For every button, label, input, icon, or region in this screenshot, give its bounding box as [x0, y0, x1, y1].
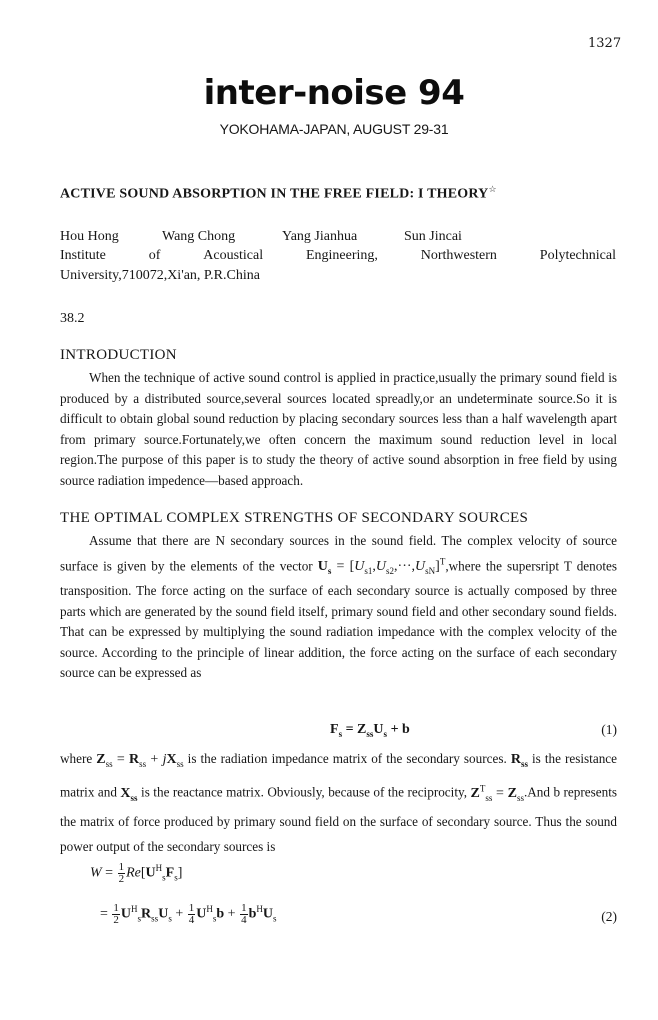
author-1: Hou Hong: [60, 229, 119, 244]
paragraph-1: [60, 531, 617, 684]
conference-logo: inter-noise 94: [203, 73, 465, 113]
paragraph-2-text-b: is the radiation impedance matrix of the secondary sources.: [183, 751, 511, 766]
equation-2: [60, 903, 617, 931]
author-4: Sun Jincai: [404, 229, 462, 244]
paragraph-1-text-a: Assume that there are N secondary sources in the sound field. The complex velocity of source surface is given by the elements of the vector: [60, 533, 617, 574]
author-3: Yang Jianhua: [282, 229, 358, 244]
fraction-half: $\frac{1}{2}$: [118, 861, 125, 885]
affiliation: [60, 246, 616, 286]
paper-title: [60, 184, 497, 203]
conference-location: YOKOHAMA-JAPAN, AUGUST 29-31: [219, 121, 449, 137]
affiliation-word: of: [148, 248, 161, 263]
paper-title-text: ACTIVE SOUND ABSORPTION IN THE FREE FIELD: I THEORY: [60, 186, 489, 202]
vector-us: $U_s$: [317, 559, 332, 576]
affiliation-word: Polytechnical: [539, 248, 616, 263]
paragraph-2: [60, 747, 617, 859]
vector-us-definition: = $[U_{s1},U_{s2},\cdot\cdot\cdot,U_{sN}]^T$: [336, 556, 446, 576]
introduction-paragraph: When the technique of active sound control is applied in practice,usually the primary sound field is produced by a distributed source,several sources located spreadly,or an undeterminate source.So it is difficult to obtain global sound reduction by placing secondary sources less than a half wavelength apart from primary source.Fortunately,we often concern the maximum sound reduction level in local region.The purpose of this paper is to study the theory of active sound absorption in free field by using source radiation impedence—based approach.: [60, 370, 617, 488]
paragraph-2-text-d: is the reactance matrix. Obviously, because of the reciprocity,: [137, 784, 471, 800]
paragraph-2-text-c: is the resistance matrix and: [60, 751, 617, 800]
affiliation-word: Engineering,: [305, 248, 378, 263]
equation-1: [60, 722, 617, 744]
paragraph-1-text-b: ,where the supersript T denotes transposition. The force acting on the surface of each secondary source is actually composed by three parts which are generated by the sound field itself, primary sound field and other secondary sound fields. That can be expressed by multiplying the sound radiation impedance with the complex velocity of the source. According to the principle of linear addition, the force acting on the surface of each secondary source can be expressed as: [60, 558, 618, 681]
affiliation-word: Acoustical: [203, 248, 264, 263]
section-heading-optimal: THE OPTIMAL COMPLEX STRENGTHS OF SECONDARY SOURCES: [60, 510, 529, 526]
affiliation-word: Institute: [60, 248, 106, 263]
resistance-matrix: $R_{ss}$: [510, 752, 528, 769]
paragraph-2-text-a: where: [60, 751, 97, 766]
fraction-half: $\frac{1}{2}$: [113, 902, 119, 926]
equation-2-number: (2): [601, 909, 617, 924]
reactance-matrix: $X_{ss}$: [120, 785, 138, 803]
equation-1-body: $F_s = Z_{ss}U_s + b$: [330, 722, 410, 739]
fraction-quarter: $\frac{1}{4}$: [241, 902, 247, 926]
paragraph-2-text-e: .And b represents the matrix of force produced by primary sound field on the surface of secondary source. Thus the sound power output of the secondary sources is: [60, 784, 617, 854]
power-equation-line-1: W = $\frac{1}{2}$ $Re[U^H_sF_s]$: [90, 861, 183, 885]
reciprocity-relation: $Z^T_{ss} = Z_{ss}$: [470, 783, 524, 803]
section-heading-introduction: INTRODUCTION: [60, 347, 177, 363]
star-icon: ☆: [488, 184, 497, 194]
impedance-definition: $Z_{ss} = R_{ss} + jX_{ss}$: [96, 752, 184, 769]
affiliation-line-2: University,710072,Xi'an, P.R.China: [60, 268, 260, 283]
paper-number: 38.2: [60, 311, 85, 326]
author-2: Wang Chong: [162, 229, 236, 244]
equation-2-body: = $\frac{1}{2}$ $U^H_sR_{ss}U_s$ + $\frac{1}{4}$ $U^H_sb$ + $\frac{1}{4}$ $b^HU_s$: [100, 902, 277, 926]
equation-1-number: (1): [601, 722, 617, 737]
page-number: 1327: [588, 36, 622, 51]
fraction-quarter: $\frac{1}{4}$: [188, 902, 195, 926]
affiliation-word: Northwestern: [420, 248, 497, 263]
